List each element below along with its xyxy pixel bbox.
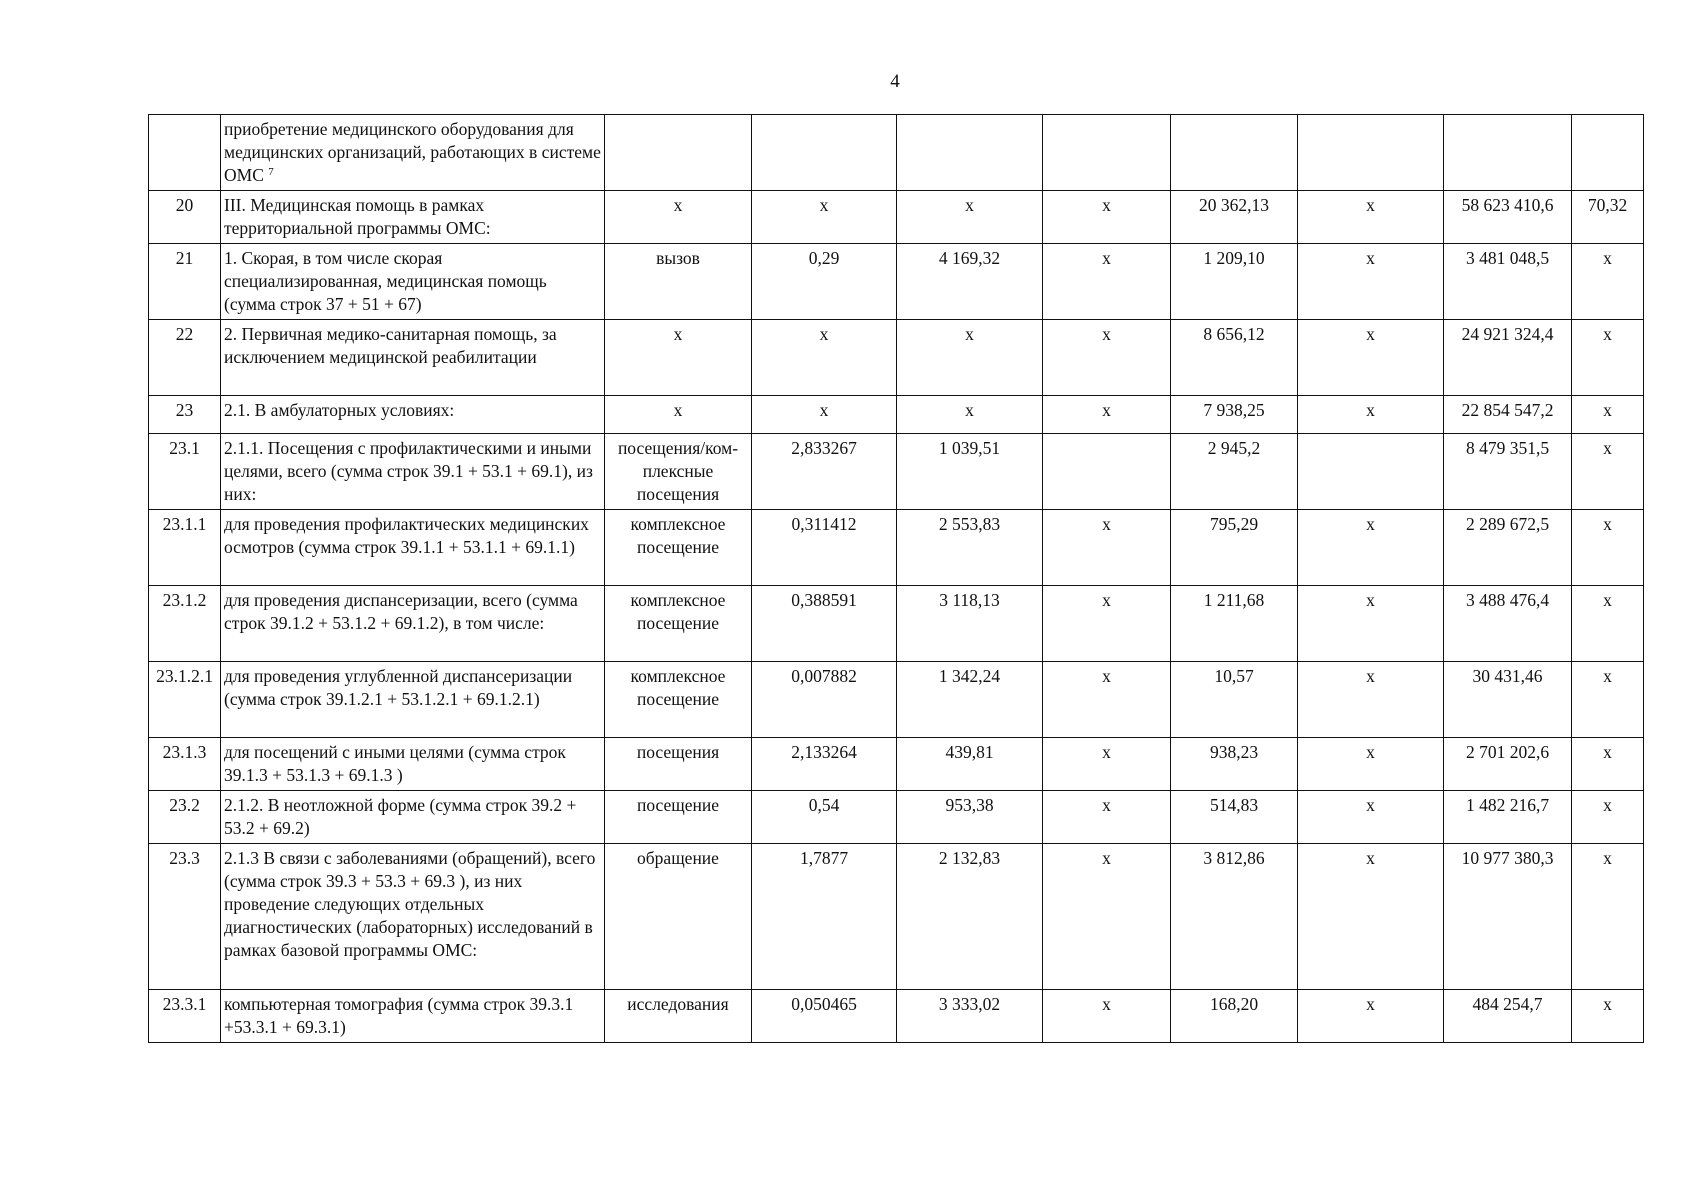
budget-per-capita-cell	[1043, 244, 1171, 320]
oms-total-cell-text: 3 488 476,4	[1465, 590, 1550, 610]
oms-per-capita-cell	[1171, 844, 1298, 990]
row-name-cell-text: III. Медицинская помощь в рамках территориальной программы ОМС:	[224, 195, 491, 238]
share-cell	[1572, 320, 1644, 396]
row-number-cell-text: 23.1.1	[162, 514, 207, 534]
cost-cell	[897, 434, 1043, 510]
share-cell-text: х	[1603, 514, 1612, 534]
oms-per-capita-cell	[1171, 191, 1298, 244]
cost-cell	[897, 320, 1043, 396]
oms-per-capita-cell	[1171, 662, 1298, 738]
row-number-cell-text: 23	[175, 400, 194, 420]
unit-cell	[605, 586, 752, 662]
share-cell-text: х	[1603, 400, 1612, 420]
unit-cell-text: посещение	[636, 795, 720, 815]
oms-total-cell	[1444, 191, 1572, 244]
row-number-cell-text: 21	[175, 248, 194, 268]
share-cell-text: х	[1603, 248, 1612, 268]
oms-total-cell	[1444, 115, 1572, 191]
oms-per-capita-cell-text: 3 812,86	[1203, 848, 1265, 868]
table-row	[149, 115, 1644, 191]
unit-cell-text: посещения/ком-плексные посещения	[617, 438, 739, 504]
oms-total-cell-text: 22 854 547,2	[1461, 400, 1554, 420]
row-name-cell-text: 2.1.1. Посещения с профилактическими и иными целями, всего (сумма строк 39.1 + 53.1 + 69.1), из них:	[224, 438, 593, 504]
budget-total-cell	[1298, 320, 1444, 396]
page-number: 4	[890, 71, 900, 92]
budget-total-cell	[1298, 738, 1444, 791]
oms-per-capita-cell	[1171, 586, 1298, 662]
oms-per-capita-cell	[1171, 791, 1298, 844]
budget-total-cell-text: х	[1366, 590, 1375, 610]
unit-cell-text: вызов	[656, 248, 700, 268]
oms-per-capita-cell	[1171, 115, 1298, 191]
row-number-cell-text: 23.1.2	[162, 590, 207, 610]
row-number-cell	[149, 320, 221, 396]
cost-cell	[897, 990, 1043, 1043]
row-name-cell	[221, 738, 605, 791]
oms-per-capita-cell	[1171, 510, 1298, 586]
oms-total-cell-text: 484 254,7	[1472, 994, 1543, 1014]
oms-per-capita-cell	[1171, 244, 1298, 320]
cost-cell	[897, 738, 1043, 791]
budget-total-cell-text: х	[1366, 795, 1375, 815]
unit-cell	[605, 396, 752, 434]
share-cell	[1572, 738, 1644, 791]
unit-cell	[605, 662, 752, 738]
oms-per-capita-cell-text: 514,83	[1209, 795, 1259, 815]
row-number-cell	[149, 396, 221, 434]
volume-cell-text: 1,7877	[799, 848, 849, 868]
unit-cell	[605, 738, 752, 791]
budget-total-cell-text: х	[1366, 195, 1375, 215]
budget-per-capita-cell	[1043, 115, 1171, 191]
oms-per-capita-cell-text: 1 211,68	[1203, 590, 1265, 610]
share-cell-text: х	[1603, 994, 1612, 1014]
oms-per-capita-cell-text: 8 656,12	[1203, 324, 1265, 344]
budget-per-capita-cell	[1043, 510, 1171, 586]
volume-cell	[752, 244, 897, 320]
row-name-cell	[221, 791, 605, 844]
budget-per-capita-cell-text: х	[1102, 590, 1111, 610]
table-row	[149, 738, 1644, 791]
oms-per-capita-cell-text: 168,20	[1209, 994, 1259, 1014]
row-number-cell	[149, 115, 221, 191]
row-name-cell-text: для проведения диспансеризации, всего (сумма строк 39.1.2 + 53.1.2 + 69.1.2), в том числе:	[224, 590, 578, 633]
unit-cell-text: х	[673, 195, 683, 215]
row-name-cell	[221, 191, 605, 244]
share-cell-text: х	[1603, 666, 1612, 686]
row-number-cell-text: 23.1	[169, 438, 200, 458]
table-row	[149, 434, 1644, 510]
row-name-cell	[221, 115, 605, 191]
oms-per-capita-cell-text: 1 209,10	[1203, 248, 1265, 268]
volume-cell	[752, 434, 897, 510]
budget-per-capita-cell	[1043, 738, 1171, 791]
oms-total-cell-text: 1 482 216,7	[1465, 795, 1550, 815]
volume-cell	[752, 191, 897, 244]
cost-cell-text: 2 132,83	[938, 848, 1001, 868]
row-name-cell	[221, 510, 605, 586]
unit-cell	[605, 320, 752, 396]
row-number-cell-text: 23.3.1	[162, 994, 207, 1014]
table-row	[149, 990, 1644, 1043]
oms-total-cell	[1444, 844, 1572, 990]
budget-per-capita-cell-text: х	[1102, 324, 1111, 344]
oms-total-cell	[1444, 990, 1572, 1043]
budget-per-capita-cell	[1043, 434, 1171, 510]
share-cell	[1572, 396, 1644, 434]
volume-cell-text: 0,29	[808, 248, 840, 268]
volume-cell-text: 0,388591	[791, 590, 857, 610]
oms-total-cell-text: 24 921 324,4	[1461, 324, 1554, 344]
share-cell-text: х	[1603, 324, 1612, 344]
unit-cell-text: комплексное посещение	[630, 514, 726, 557]
oms-per-capita-cell	[1171, 738, 1298, 791]
oms-total-cell	[1444, 662, 1572, 738]
unit-cell-text: комплексное посещение	[630, 666, 726, 709]
budget-per-capita-cell-text: х	[1102, 514, 1111, 534]
volume-cell-text: 0,007882	[791, 666, 857, 686]
budget-total-cell	[1298, 434, 1444, 510]
budget-total-cell-text: х	[1366, 324, 1375, 344]
budget-total-cell	[1298, 244, 1444, 320]
table-row	[149, 510, 1644, 586]
row-name-cell-text: 2. Первичная медико-санитарная помощь, за исключением медицинской реабилитации	[224, 324, 557, 367]
cost-cell-text: 3 118,13	[939, 590, 1000, 610]
unit-cell	[605, 791, 752, 844]
row-name-cell-text: 2.1. В амбулаторных условиях:	[224, 400, 455, 420]
unit-cell	[605, 191, 752, 244]
oms-total-cell	[1444, 244, 1572, 320]
unit-cell	[605, 115, 752, 191]
budget-per-capita-cell	[1043, 844, 1171, 990]
unit-cell	[605, 844, 752, 990]
oms-total-cell	[1444, 434, 1572, 510]
cost-cell-text: 439,81	[945, 742, 994, 762]
volume-cell-text: 0,311412	[791, 514, 857, 534]
budget-total-cell-text: х	[1366, 400, 1375, 420]
cost-cell-text: 1 039,51	[938, 438, 1001, 458]
volume-cell	[752, 396, 897, 434]
unit-cell-text: х	[673, 324, 683, 344]
share-cell-text: х	[1603, 438, 1612, 458]
table-row	[149, 844, 1644, 990]
volume-cell-text: х	[819, 400, 829, 420]
volume-cell	[752, 320, 897, 396]
budget-per-capita-cell-text: х	[1102, 248, 1111, 268]
budget-per-capita-cell	[1043, 320, 1171, 396]
share-cell	[1572, 115, 1644, 191]
data-table	[148, 114, 1644, 1043]
row-number-cell	[149, 990, 221, 1043]
footnote-marker: 7	[268, 166, 274, 178]
cost-cell	[897, 844, 1043, 990]
oms-total-cell-text: 30 431,46	[1472, 666, 1543, 686]
table-row	[149, 191, 1644, 244]
budget-total-cell-text: х	[1366, 248, 1375, 268]
oms-total-cell	[1444, 586, 1572, 662]
budget-per-capita-cell-text: х	[1102, 666, 1111, 686]
oms-total-cell-text: 10 977 380,3	[1461, 848, 1554, 868]
budget-per-capita-cell	[1043, 191, 1171, 244]
budget-per-capita-cell-text: х	[1102, 742, 1111, 762]
volume-cell-text: 0,54	[808, 795, 840, 815]
volume-cell	[752, 662, 897, 738]
cost-cell	[897, 244, 1043, 320]
share-cell	[1572, 586, 1644, 662]
cost-cell	[897, 662, 1043, 738]
oms-total-cell	[1444, 396, 1572, 434]
unit-cell	[605, 434, 752, 510]
row-name-cell	[221, 434, 605, 510]
budget-total-cell	[1298, 586, 1444, 662]
oms-per-capita-cell	[1171, 396, 1298, 434]
budget-total-cell-text: х	[1366, 742, 1375, 762]
row-number-cell-text: 23.1.3	[162, 742, 207, 762]
oms-per-capita-cell-text: 10,57	[1214, 666, 1254, 686]
cost-cell-text: 2 553,83	[938, 514, 1001, 534]
cost-cell	[897, 191, 1043, 244]
row-name-cell	[221, 990, 605, 1043]
volume-cell	[752, 738, 897, 791]
volume-cell-text: 2,133264	[791, 742, 857, 762]
budget-per-capita-cell	[1043, 791, 1171, 844]
oms-per-capita-cell	[1171, 434, 1298, 510]
volume-cell-text: х	[819, 195, 829, 215]
share-cell	[1572, 434, 1644, 510]
oms-total-cell	[1444, 510, 1572, 586]
oms-per-capita-cell-text: 795,29	[1209, 514, 1259, 534]
budget-per-capita-cell	[1043, 990, 1171, 1043]
share-cell	[1572, 244, 1644, 320]
share-cell	[1572, 990, 1644, 1043]
row-name-cell-text: компьютерная томография (сумма строк 39.3.1 +53.3.1 + 69.3.1)	[224, 994, 574, 1037]
budget-total-cell	[1298, 844, 1444, 990]
budget-total-cell	[1298, 191, 1444, 244]
row-name-cell-text: 2.1.2. В неотложной форме (сумма строк 39.2 + 53.2 + 69.2)	[224, 795, 577, 838]
row-number-cell-text: 23.1.2.1	[156, 666, 213, 686]
row-name-cell	[221, 844, 605, 990]
share-cell	[1572, 510, 1644, 586]
oms-total-cell	[1444, 738, 1572, 791]
unit-cell-text: посещения	[636, 742, 720, 762]
cost-cell-text: 3 333,02	[938, 994, 1001, 1014]
cost-cell	[897, 510, 1043, 586]
row-name-cell	[221, 320, 605, 396]
volume-cell-text: х	[819, 324, 829, 344]
oms-total-cell	[1444, 320, 1572, 396]
cost-cell-text: х	[965, 400, 974, 420]
row-number-cell	[149, 662, 221, 738]
volume-cell-text: 0,050465	[791, 994, 857, 1014]
row-number-cell-text: 20	[175, 195, 194, 215]
row-number-cell	[149, 738, 221, 791]
cost-cell-text: х	[965, 324, 974, 344]
cost-cell-text: 953,38	[945, 795, 994, 815]
budget-per-capita-cell	[1043, 396, 1171, 434]
budget-total-cell-text: х	[1366, 994, 1375, 1014]
volume-cell	[752, 844, 897, 990]
budget-total-cell	[1298, 662, 1444, 738]
row-number-cell	[149, 434, 221, 510]
unit-cell	[605, 244, 752, 320]
row-number-cell-text: 23.2	[169, 795, 200, 815]
volume-cell	[752, 510, 897, 586]
budget-per-capita-cell	[1043, 662, 1171, 738]
volume-cell	[752, 791, 897, 844]
table-row	[149, 791, 1644, 844]
row-name-cell-text: для проведения углубленной диспансеризации (сумма строк 39.1.2.1 + 53.1.2.1 + 69.1.2.1)	[224, 666, 573, 709]
row-number-cell	[149, 510, 221, 586]
cost-cell	[897, 791, 1043, 844]
cost-cell	[897, 396, 1043, 434]
unit-cell-text: х	[673, 400, 683, 420]
table-row	[149, 662, 1644, 738]
unit-cell-text: исследования	[627, 994, 729, 1014]
budget-per-capita-cell-text: х	[1102, 994, 1111, 1014]
row-name-cell	[221, 662, 605, 738]
oms-total-cell-text: 8 479 351,5	[1465, 438, 1550, 458]
table-row	[149, 396, 1644, 434]
row-number-cell	[149, 586, 221, 662]
share-cell	[1572, 844, 1644, 990]
oms-total-cell-text: 3 481 048,5	[1465, 248, 1550, 268]
row-name-cell-text: 2.1.3 В связи с заболеваниями (обращений), всего (сумма строк 39.3 + 53.3 + 69.3 ), из них проведение следующих отдельных диагностических (лабораторных) исследований в рамках базовой программы ОМС:	[224, 848, 596, 960]
budget-total-cell	[1298, 396, 1444, 434]
share-cell-text: х	[1603, 795, 1612, 815]
budget-per-capita-cell-text: х	[1102, 195, 1111, 215]
oms-total-cell-text: 58 623 410,6	[1461, 195, 1554, 215]
cost-cell	[897, 586, 1043, 662]
row-number-cell	[149, 244, 221, 320]
share-cell	[1572, 662, 1644, 738]
volume-cell	[752, 115, 897, 191]
share-cell-text: х	[1603, 742, 1612, 762]
budget-total-cell	[1298, 990, 1444, 1043]
row-number-cell	[149, 844, 221, 990]
unit-cell	[605, 510, 752, 586]
oms-per-capita-cell	[1171, 320, 1298, 396]
share-cell-text: х	[1603, 848, 1612, 868]
table-row	[149, 244, 1644, 320]
oms-total-cell	[1444, 791, 1572, 844]
oms-total-cell-text: 2 289 672,5	[1465, 514, 1550, 534]
budget-total-cell-text: х	[1366, 514, 1375, 534]
row-number-cell	[149, 191, 221, 244]
row-name-cell	[221, 244, 605, 320]
oms-per-capita-cell-text: 20 362,13	[1199, 195, 1269, 215]
share-cell	[1572, 791, 1644, 844]
budget-total-cell	[1298, 115, 1444, 191]
budget-per-capita-cell	[1043, 586, 1171, 662]
cost-cell-text: х	[965, 195, 974, 215]
row-name-cell-text: для проведения профилактических медицинских осмотров (сумма строк 39.1.1 + 53.1.1 + 69.1.1)	[224, 514, 589, 557]
budget-total-cell-text: х	[1366, 666, 1375, 686]
share-cell-text: 70,32	[1587, 195, 1628, 215]
budget-per-capita-cell-text: х	[1102, 795, 1111, 815]
budget-total-cell-text: х	[1366, 848, 1375, 868]
oms-total-cell-text: 2 701 202,6	[1465, 742, 1550, 762]
row-number-cell-text: 23.3	[169, 848, 200, 868]
row-number-cell-text: 22	[175, 324, 194, 344]
table-row	[149, 320, 1644, 396]
budget-total-cell	[1298, 791, 1444, 844]
share-cell	[1572, 191, 1644, 244]
oms-per-capita-cell-text: 2 945,2	[1207, 438, 1261, 458]
unit-cell-text: комплексное посещение	[630, 590, 726, 633]
volume-cell-text: 2,833267	[791, 438, 857, 458]
volume-cell	[752, 586, 897, 662]
volume-cell	[752, 990, 897, 1043]
row-name-cell	[221, 396, 605, 434]
row-name-cell-text: приобретение медицинского оборудования для медицинских организаций, работающих в системе ОМС	[224, 119, 601, 185]
budget-per-capita-cell-text: х	[1102, 848, 1111, 868]
row-name-cell-text: 1. Скорая, в том числе скорая специализированная, медицинская помощь (сумма строк 37 + 51 + 67)	[224, 248, 547, 314]
oms-per-capita-cell-text: 938,23	[1209, 742, 1259, 762]
row-name-cell	[221, 586, 605, 662]
cost-cell	[897, 115, 1043, 191]
budget-per-capita-cell-text: х	[1102, 400, 1111, 420]
unit-cell-text: обращение	[637, 848, 719, 868]
oms-per-capita-cell-text: 7 938,25	[1203, 400, 1265, 420]
cost-cell-text: 1 342,24	[938, 666, 1001, 686]
cost-cell-text: 4 169,32	[938, 248, 1001, 268]
share-cell-text: х	[1603, 590, 1612, 610]
row-name-cell-text: для посещений с иными целями (сумма строк 39.1.3 + 53.1.3 + 69.1.3 )	[224, 742, 566, 785]
unit-cell	[605, 990, 752, 1043]
budget-total-cell	[1298, 510, 1444, 586]
oms-per-capita-cell	[1171, 990, 1298, 1043]
row-number-cell	[149, 791, 221, 844]
table-row	[149, 586, 1644, 662]
